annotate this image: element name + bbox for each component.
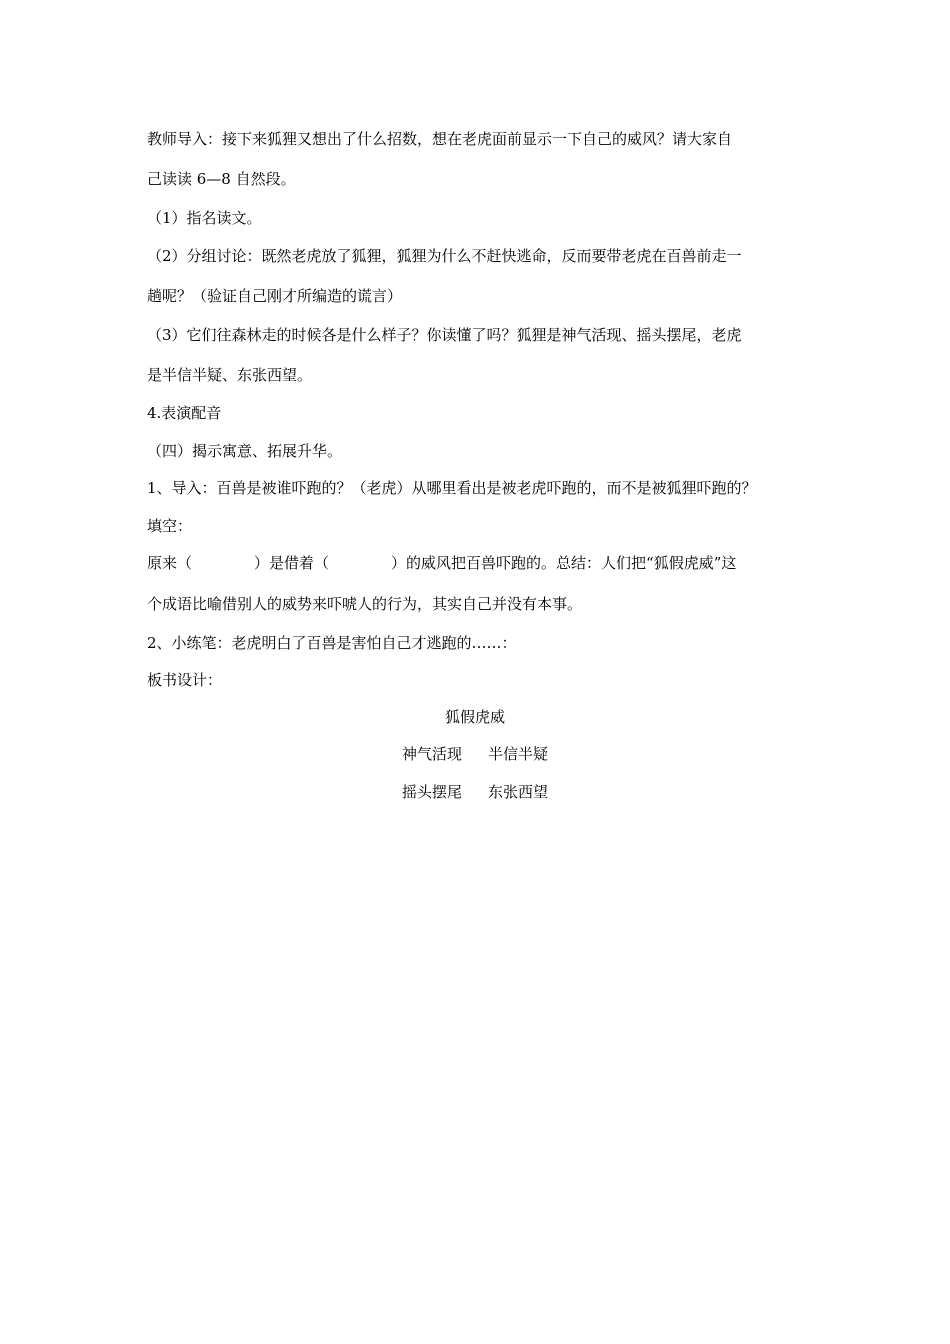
fill-in-sentence xyxy=(147,553,736,573)
fill-in-part-3: ）的威风把百兽吓跑的。总结：人们把“狐假虎威”这 xyxy=(391,554,737,572)
board-design-label: 板书设计： xyxy=(147,671,223,689)
section-4-heading: （四）揭示寓意、拓展升华。 xyxy=(147,442,343,460)
board-row-1 xyxy=(0,744,950,764)
board-title: 狐假虎威 xyxy=(444,708,505,726)
item-2-group-discussion: （2）分组讨论：既然老虎放了狐狸，狐狸为什么不赶快逃命，反而要带老虎在百兽前走一 xyxy=(147,247,742,265)
paragraph-teacher-intro: 教师导入：接下来狐狸又想出了什么招数，想在老虎面前显示一下自己的威风？请大家自 xyxy=(147,130,733,148)
board-row-2-right: 东张西望 xyxy=(488,783,549,801)
fill-in-part-1: 原来（ xyxy=(147,554,193,572)
item-2-group-discussion-cont: 趟呢？（验证自己刚才所编造的谎言） xyxy=(147,287,403,305)
board-row-1-right: 半信半疑 xyxy=(488,745,549,763)
item-3-appearance-cont: 是半信半疑、东张西望。 xyxy=(147,366,313,384)
item-1-read-aloud: （1）指名读文。 xyxy=(147,209,262,227)
fill-in-part-2: ）是借着（ xyxy=(254,554,330,572)
item-4-dubbing: 4.表演配音 xyxy=(147,404,222,422)
board-row-2-left: 摇头摆尾 xyxy=(401,783,462,801)
point-1-intro: 1、导入：百兽是被谁吓跑的？（老虎）从哪里看出是被老虎吓跑的，而不是被狐狸吓跑的？ xyxy=(147,479,757,497)
summary-cont: 个成语比喻借别人的威势来吓唬人的行为，其实自己并没有本事。 xyxy=(147,595,583,613)
board-row-2 xyxy=(0,782,950,802)
point-2-writing: 2、小练笔：老虎明白了百兽是害怕自己才逃跑的……： xyxy=(147,634,517,652)
paragraph-teacher-intro-cont: 己读读 6—8 自然段。 xyxy=(147,170,296,188)
board-row-1-left: 神气活现 xyxy=(401,745,462,763)
fill-in-label: 填空： xyxy=(147,517,193,535)
item-3-appearance: （3）它们往森林走的时候各是什么样子？你读懂了吗？狐狸是神气活现、摇头摆尾，老虎 xyxy=(147,326,742,344)
